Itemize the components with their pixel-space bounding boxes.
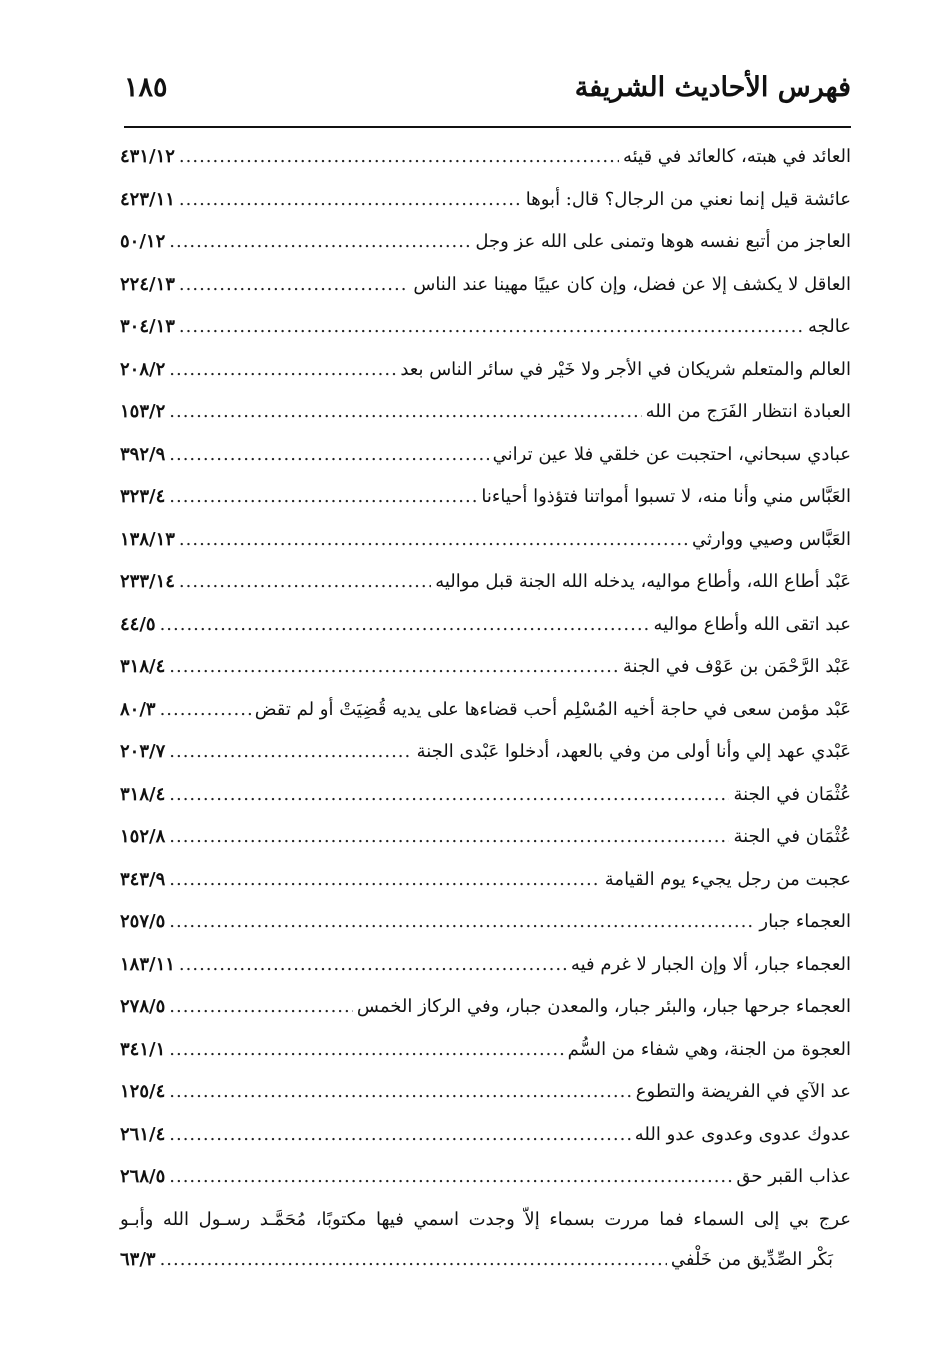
- dot-leader: [169, 1081, 632, 1102]
- index-entry: [120, 911, 851, 954]
- entry-reference: ٤٣١/١٢: [120, 146, 175, 167]
- dot-leader: [169, 1124, 631, 1145]
- dot-leader: [160, 614, 650, 635]
- entry-text: عبادي سبحاني، احتجبت عن خلقي فلا عين تراني: [492, 443, 851, 465]
- dot-leader: [169, 784, 729, 805]
- entry-reference: ٢٦٨/٥: [120, 1166, 166, 1187]
- entry-reference: ٣٤٣/٩: [120, 868, 166, 890]
- entry-reference: ٢٥٧/٥: [120, 911, 166, 932]
- page-header: [124, 72, 851, 116]
- dot-leader: [169, 869, 601, 890]
- entry-text: عد الآي في الفريضة والتطوع: [635, 1081, 851, 1102]
- entry-reference: ٨٠/٣: [120, 698, 156, 720]
- index-entry: [120, 189, 851, 232]
- dot-leader: [160, 1249, 667, 1270]
- entry-text: عذاب القبر حق: [736, 1166, 851, 1187]
- entry-reference: ٣٢٣/٤: [120, 486, 166, 507]
- page-number: ١٨٥: [124, 72, 168, 103]
- index-entry: [120, 571, 851, 614]
- dot-leader: [179, 316, 804, 337]
- index-entry: [120, 274, 851, 317]
- dot-leader: [179, 189, 522, 210]
- entry-text: عُثْمَان في الجنة: [733, 826, 851, 847]
- entry-reference: ٦٣/٣: [120, 1248, 156, 1270]
- entry-continuation: [120, 1249, 851, 1289]
- entry-reference: ٢٦١/٤: [120, 1123, 166, 1145]
- entry-text: عجبت من رجل يجيء يوم القيامة: [604, 868, 851, 890]
- entry-reference: ٢٧٨/٥: [120, 996, 166, 1017]
- index-entry: [120, 784, 851, 827]
- entry-reference: ٥٠/١٢: [120, 231, 166, 252]
- entry-text: العجماء جبار، ألا وإن الجبار لا غرم فيه: [570, 953, 851, 975]
- index-entry: [120, 401, 851, 444]
- entry-text: عَبْدي عهد إلي وأنا أولى من وفي بالعهد، أدخلوا عَبْدى الجنة: [416, 741, 851, 762]
- dot-leader: [169, 401, 641, 422]
- entry-reference: ٤٢٣/١١: [120, 188, 175, 210]
- dot-leader: [169, 1166, 732, 1187]
- dot-leader: [179, 954, 567, 975]
- entry-text: عَبْد مؤمن سعى في حاجة أخيه المُسْلِم أحب قضاءها على يديه قُضِيَتْ أو لم تقض: [254, 698, 851, 720]
- index-entry: [120, 869, 851, 912]
- dot-leader: [179, 529, 688, 550]
- entry-text: العجماء جرحها جبار، والبئر جبار، والمعدن جبار، وفي الركاز الخمس: [356, 996, 851, 1017]
- entry-text: عالجه: [808, 316, 851, 337]
- entry-text: عَبْد الرَّحْمَن بن عَوْف في الجنة: [622, 656, 851, 677]
- entry-reference: ١٥٣/٢: [120, 401, 166, 422]
- entry-reference: ٢٣٣/١٤: [120, 571, 175, 592]
- hadith-index-list: [120, 146, 851, 1289]
- entry-text: العَبَّاس وصيي ووارثي: [691, 528, 851, 550]
- entry-reference: ٣١٨/٤: [120, 656, 166, 677]
- entry-text: العجوة من الجنة، وهي شفاء من السُّم: [567, 1038, 851, 1060]
- entry-text: العالم والمتعلم شريكان في الأجر ولا خَيْر في سائر الناس بعد: [400, 358, 851, 380]
- entry-text-line2: بَكْر الصِّدِّيق من خَلْفي: [670, 1248, 833, 1270]
- index-entry: [120, 444, 851, 487]
- entry-reference: ١٢٥/٤: [120, 1081, 166, 1102]
- index-entry: [120, 486, 851, 529]
- dot-leader: [169, 656, 619, 677]
- entry-reference: ٢٠٣/٧: [120, 741, 166, 762]
- running-title: فهرس الأحاديث الشريفة: [574, 72, 851, 103]
- entry-reference: ١٣٨/١٣: [120, 528, 175, 550]
- entry-reference: ٣١٨/٤: [120, 783, 166, 805]
- index-entry: [120, 1166, 851, 1209]
- entry-text: العبادة انتظار الفَرَج من الله: [645, 401, 851, 422]
- entry-text: عائشة قيل إنما نعني من الرجال؟ قال: أبوها: [525, 188, 851, 210]
- entry-text: عُثْمَان في الجنة: [733, 783, 851, 805]
- index-entry: [120, 231, 851, 274]
- index-entry: [120, 316, 851, 359]
- index-entry-multiline: [120, 1209, 851, 1289]
- dot-leader: [169, 444, 488, 465]
- index-entry: [120, 699, 851, 742]
- entry-text: العاجز من أتبع نفسه هوها وتمنى على الله عز وجل: [475, 231, 851, 252]
- index-entry: [120, 741, 851, 784]
- index-entry: [120, 996, 851, 1039]
- entry-text: العائد في هبته، كالعائد في قيئه: [622, 146, 851, 167]
- dot-leader: [160, 699, 251, 720]
- entry-text: العجماء جبار: [759, 911, 851, 932]
- dot-leader: [169, 359, 396, 380]
- entry-text: العَبَّاس مني وأنا منه، لا تسبوا أمواتنا فتؤذوا أحياءنا: [481, 486, 851, 507]
- dot-leader: [169, 231, 471, 252]
- index-entry: [120, 656, 851, 699]
- dot-leader: [179, 571, 431, 592]
- dot-leader: [179, 274, 409, 295]
- entry-text-line1: عرج بي إلى السماء فما مررت بسماء إلاّ وجدت اسمي فيها مكتوبًا، مُحَمَّـد رسـول الله وأبـو: [120, 1208, 851, 1230]
- entry-reference: ٤٤/٥: [120, 613, 156, 635]
- index-entry: [120, 1039, 851, 1082]
- dot-leader: [169, 826, 729, 847]
- index-entry: [120, 146, 851, 189]
- entry-reference: ١٥٢/٨: [120, 826, 166, 847]
- entry-reference: ٣٤١/١: [120, 1038, 166, 1060]
- entry-reference: ١٨٣/١١: [120, 953, 175, 975]
- entry-reference: ٢٢٤/١٣: [120, 273, 175, 295]
- entry-text: عَبْد أطاع الله، وأطاع مواليه، يدخله الله الجنة قبل مواليه: [435, 571, 851, 592]
- entry-reference: ٢٠٨/٢: [120, 358, 166, 380]
- index-entry: [120, 529, 851, 572]
- index-entry: [120, 954, 851, 997]
- index-entry: [120, 359, 851, 402]
- entry-text: عدوك عدوى وعدوى عدو الله: [634, 1123, 851, 1145]
- index-entry: [120, 1081, 851, 1124]
- entry-reference: ٣٩٢/٩: [120, 443, 166, 465]
- dot-leader: [169, 1039, 563, 1060]
- dot-leader: [169, 741, 412, 762]
- header-rule: [124, 126, 851, 128]
- entry-text: العاقل لا يكشف إلا عن فضل، وإن كان عييًا مهينا عند الناس: [413, 273, 851, 295]
- index-entry: [120, 1124, 851, 1167]
- dot-leader: [169, 996, 353, 1017]
- entry-text: عبد اتقى الله وأطاع مواليه: [653, 613, 851, 635]
- index-entry: [120, 614, 851, 657]
- dot-leader: [169, 911, 755, 932]
- dot-leader: [179, 146, 619, 167]
- dot-leader: [169, 486, 477, 507]
- index-entry: [120, 826, 851, 869]
- entry-reference: ٣٠٤/١٣: [120, 316, 175, 337]
